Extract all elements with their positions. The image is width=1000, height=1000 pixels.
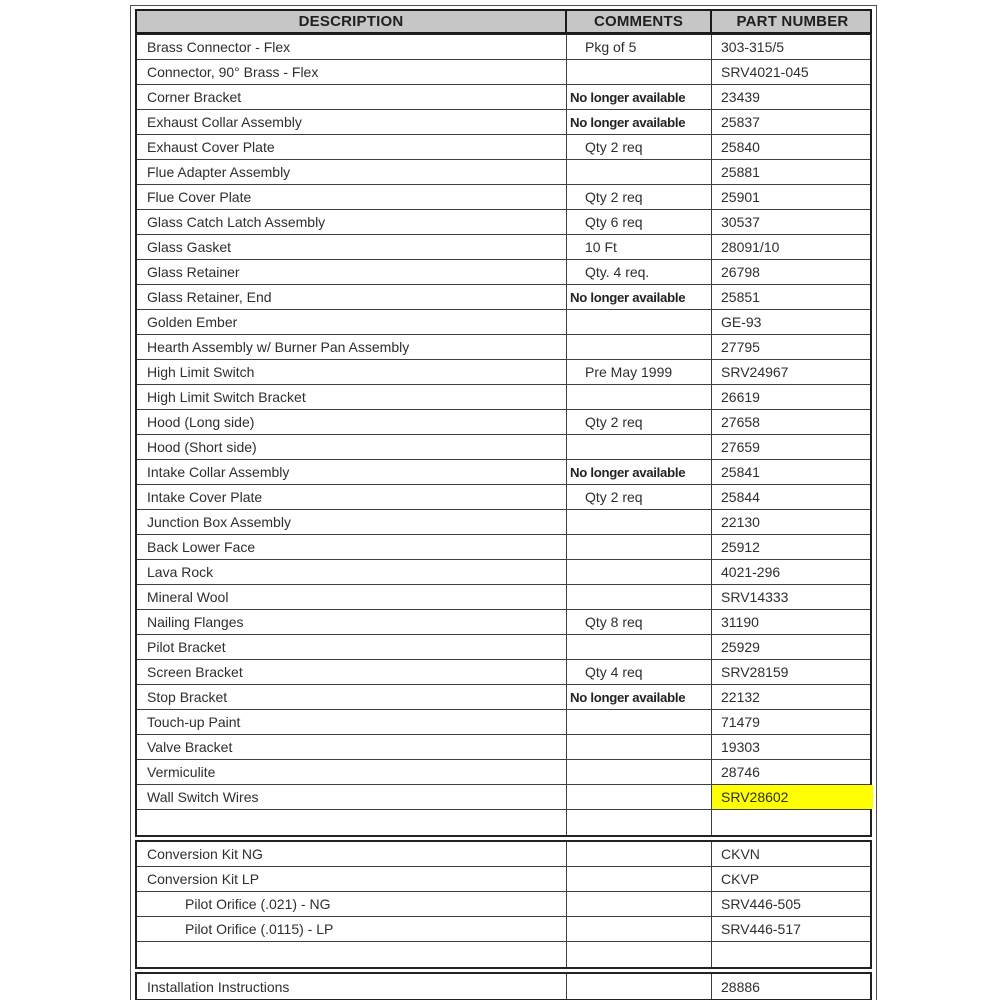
description-cell: Junction Box Assembly [137, 510, 567, 534]
part-number-cell: 27795 [721, 339, 760, 355]
table-row [137, 535, 870, 560]
part-number-cell: 25844 [721, 489, 760, 505]
table-row [137, 310, 870, 335]
comments-cell [567, 974, 712, 999]
description-cell: Lava Rock [137, 560, 567, 584]
comments-cell: No longer available [567, 110, 712, 134]
comments-cell [567, 785, 712, 809]
table-row [137, 635, 870, 660]
comments-cell [567, 60, 712, 84]
comments-cell [567, 635, 712, 659]
description-cell: Installation Instructions [137, 974, 567, 999]
comments-cell: No longer available [567, 460, 712, 484]
table-row [137, 660, 870, 685]
comments-cell [567, 760, 712, 784]
description-cell: Hood (Long side) [137, 410, 567, 434]
part-number-cell: 27659 [721, 439, 760, 455]
header-part-number: PART NUMBER [736, 13, 849, 30]
part-number-cell: SRV28159 [721, 664, 789, 680]
table-row [137, 942, 870, 967]
description-cell: Mineral Wool [137, 585, 567, 609]
table-row [137, 917, 870, 942]
description-cell: High Limit Switch Bracket [137, 385, 567, 409]
part-number-cell: 19303 [721, 739, 760, 755]
part-number-cell: 28886 [721, 978, 760, 995]
comments-cell: Pkg of 5 [567, 35, 712, 59]
comments-cell: Qty 4 req [567, 660, 712, 684]
table-row [137, 260, 870, 285]
description-cell: Glass Gasket [137, 235, 567, 259]
description-cell: Flue Adapter Assembly [137, 160, 567, 184]
table-row [137, 385, 870, 410]
description-cell: Pilot Orifice (.021) - NG [137, 892, 567, 916]
table-row [137, 360, 870, 385]
part-number-cell: 303-315/5 [721, 39, 785, 55]
header-comments: COMMENTS [567, 11, 712, 32]
part-number-cell: 25929 [721, 639, 760, 655]
table-row [137, 810, 870, 835]
description-cell: Conversion Kit NG [137, 842, 567, 866]
table-row [137, 735, 870, 760]
table-row [137, 85, 870, 110]
comments-cell: No longer available [567, 285, 712, 309]
description-cell: Golden Ember [137, 310, 567, 334]
description-cell: Stop Bracket [137, 685, 567, 709]
table-row [137, 285, 870, 310]
description-cell: Glass Retainer, End [137, 285, 567, 309]
description-cell [137, 810, 567, 835]
description-cell: Glass Retainer [137, 260, 567, 284]
table-row [137, 560, 870, 585]
part-number-cell: 25901 [721, 189, 760, 205]
part-number-cell: 30537 [721, 214, 760, 230]
comments-cell: No longer available [567, 85, 712, 109]
comments-cell [567, 385, 712, 409]
table-row [137, 185, 870, 210]
part-number-cell: SRV28602 [712, 785, 873, 809]
description-cell: Wall Switch Wires [137, 785, 567, 809]
comments-cell: Qty. 4 req. [567, 260, 712, 284]
description-cell: Touch-up Paint [137, 710, 567, 734]
table-row [137, 585, 870, 610]
table-row [137, 335, 870, 360]
table-row [137, 760, 870, 785]
part-number-cell: SRV24967 [721, 364, 789, 380]
part-number-cell [712, 810, 873, 835]
description-cell [137, 942, 567, 967]
part-number-cell: SRV446-505 [721, 896, 801, 912]
part-number-cell: 25881 [721, 164, 760, 180]
comments-cell [567, 842, 712, 866]
table-section [135, 840, 872, 969]
description-cell: Exhaust Cover Plate [137, 135, 567, 159]
part-number-cell: 31190 [721, 614, 759, 630]
description-cell: Hearth Assembly w/ Burner Pan Assembly [137, 335, 567, 359]
table-row [137, 160, 870, 185]
description-cell: Nailing Flanges [137, 610, 567, 634]
part-number-cell: 22132 [721, 689, 760, 705]
part-number-cell: GE-93 [721, 314, 762, 330]
header-description: DESCRIPTION [137, 11, 567, 32]
table-row [137, 974, 870, 999]
description-cell: High Limit Switch [137, 360, 567, 384]
part-number-cell: 22130 [721, 514, 760, 530]
comments-cell [567, 535, 712, 559]
table-row [137, 710, 870, 735]
table-row [137, 235, 870, 260]
parts-table [130, 5, 877, 1000]
table-row [137, 460, 870, 485]
table-row [137, 510, 870, 535]
description-cell: Valve Bracket [137, 735, 567, 759]
part-number-cell: CKVN [721, 846, 760, 862]
comments-cell [567, 735, 712, 759]
description-cell: Screen Bracket [137, 660, 567, 684]
comments-cell [567, 435, 712, 459]
comments-cell [567, 310, 712, 334]
part-number-cell: 26798 [721, 264, 760, 280]
description-cell: Conversion Kit LP [137, 867, 567, 891]
comments-cell: 10 Ft [567, 235, 712, 259]
part-number-cell: 25912 [721, 539, 760, 555]
part-number-cell: 25840 [721, 139, 760, 155]
table-row [137, 685, 870, 710]
part-number-cell: 23439 [721, 89, 760, 105]
table-row [137, 892, 870, 917]
comments-cell [567, 867, 712, 891]
table-row [137, 485, 870, 510]
comments-cell [567, 335, 712, 359]
description-cell: Connector, 90° Brass - Flex [137, 60, 567, 84]
comments-cell [567, 710, 712, 734]
table-row [137, 210, 870, 235]
description-cell: Pilot Orifice (.0115) - LP [137, 917, 567, 941]
table-row [137, 785, 870, 810]
table-section [135, 972, 872, 1000]
description-cell: Intake Collar Assembly [137, 460, 567, 484]
table-row [137, 867, 870, 892]
comments-cell: Qty 2 req [567, 135, 712, 159]
comments-cell: Qty 8 req [567, 610, 712, 634]
comments-cell [567, 160, 712, 184]
part-number-cell: 27658 [721, 414, 760, 430]
description-cell: Exhaust Collar Assembly [137, 110, 567, 134]
table-row [137, 410, 870, 435]
table-row [137, 60, 870, 85]
comments-cell [567, 560, 712, 584]
comments-cell [567, 810, 712, 835]
comments-cell: No longer available [567, 685, 712, 709]
comments-cell [567, 942, 712, 967]
part-number-cell: 4021-296 [721, 564, 781, 580]
part-number-cell: 25837 [721, 114, 760, 130]
comments-cell: Pre May 1999 [567, 360, 712, 384]
part-number-cell: SRV446-517 [721, 921, 801, 937]
comments-cell: Qty 2 req [567, 410, 712, 434]
table-section [135, 34, 872, 837]
table-row [137, 135, 870, 160]
description-cell: Brass Connector - Flex [137, 35, 567, 59]
part-number-cell: 25841 [721, 464, 760, 480]
comments-cell [567, 892, 712, 916]
comments-cell: Qty 6 req [567, 210, 712, 234]
part-number-cell: SRV4021-045 [721, 64, 809, 80]
comments-cell [567, 917, 712, 941]
part-number-cell: 28746 [721, 764, 760, 780]
table-row [137, 610, 870, 635]
table-body [135, 34, 872, 1000]
part-number-cell: 28091/10 [721, 239, 780, 255]
description-cell: Pilot Bracket [137, 635, 567, 659]
part-number-cell: 71479 [721, 714, 760, 730]
part-number-cell: 25851 [721, 289, 760, 305]
comments-cell [567, 585, 712, 609]
description-cell: Glass Catch Latch Assembly [137, 210, 567, 234]
table-row [137, 842, 870, 867]
comments-cell: Qty 2 req [567, 185, 712, 209]
description-cell: Hood (Short side) [137, 435, 567, 459]
part-number-cell [712, 942, 873, 967]
description-cell: Intake Cover Plate [137, 485, 567, 509]
part-number-cell: CKVP [721, 871, 760, 887]
comments-cell [567, 510, 712, 534]
part-number-cell: SRV14333 [721, 589, 789, 605]
description-cell: Flue Cover Plate [137, 185, 567, 209]
table-row [137, 110, 870, 135]
table-header-row [135, 9, 872, 34]
part-number-cell: 26619 [721, 389, 760, 405]
description-cell: Vermiculite [137, 760, 567, 784]
table-row [137, 435, 870, 460]
table-row [137, 35, 870, 60]
comments-cell: Qty 2 req [567, 485, 712, 509]
description-cell: Back Lower Face [137, 535, 567, 559]
description-cell: Corner Bracket [137, 85, 567, 109]
